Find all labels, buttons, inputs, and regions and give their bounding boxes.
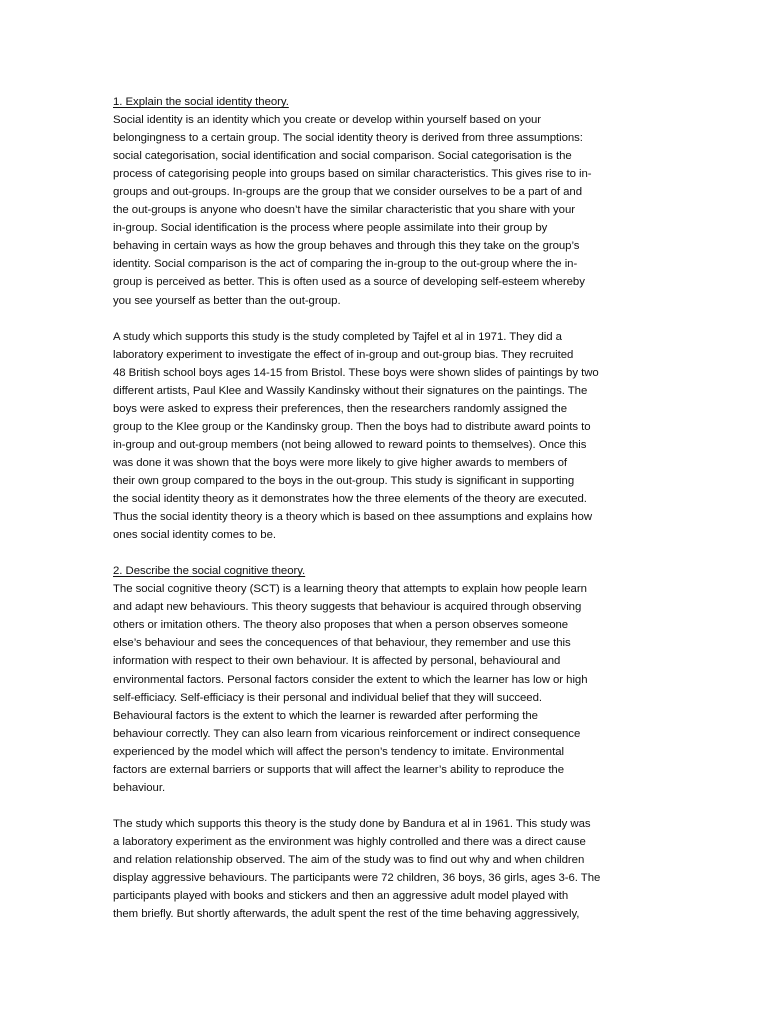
text-line: behaviour. — [113, 781, 166, 794]
document-page — [113, 93, 661, 923]
text-line: and adapt new behaviours. This theory suggests that behaviour is acquired through observing — [113, 601, 582, 614]
paragraph-gap — [113, 310, 661, 328]
section-heading: 2. Describe the social cognitive theory. — [113, 565, 306, 578]
text-line: experienced by the model which will affect the person’s tendency to imitate. Environmental — [113, 745, 564, 758]
text-line: participants played with books and stickers and then an aggressive adult model played with — [113, 890, 569, 903]
text-line: was done it was shown that the boys were more likely to give higher awards to members of — [113, 456, 567, 469]
text-line: the social identity theory as it demonstrates how the three elements of the theory are executed. — [113, 493, 587, 506]
text-line: The social cognitive theory (SCT) is a learning theory that attempts to explain how people learn — [113, 583, 587, 596]
text-line: process of categorising people into groups based on similar characteristics. This gives rise to in- — [113, 168, 592, 181]
section-gap — [113, 544, 661, 562]
text-line: and relation relationship observed. The aim of the study was to find out why and when children — [113, 853, 585, 866]
paragraph — [113, 815, 661, 923]
text-line: different artists, Paul Klee and Wassily Kandinsky without their signatures on the paintings. The — [113, 384, 588, 397]
section-heading: 1. Explain the social identity theory. — [113, 96, 289, 108]
text-line: their own group compared to the boys in the out-group. This study is significant in supporting — [113, 474, 575, 487]
text-line: information with respect to their own behaviour. It is affected by personal, behavioural and — [113, 655, 561, 668]
text-line: Thus the social identity theory is a theory which is based on thee assumptions and explains how — [113, 511, 592, 524]
text-line: group to the Klee group or the Kandinsky group. Then the boys had to distribute award points to — [113, 420, 591, 433]
text-line: display aggressive behaviours. The participants were 72 children, 36 boys, 36 girls, ages 3-6. The — [113, 872, 601, 885]
text-line: factors are external barriers or supports that will affect the learner’s ability to reproduce the — [113, 763, 565, 776]
section-social-cognitive — [113, 562, 661, 923]
text-line: behaviour correctly. They can also learn from vicarious reinforcement or indirect consequence — [113, 727, 581, 740]
text-line: identity. Social comparison is the act of comparing the in-group to the out-group where the in- — [113, 258, 578, 271]
text-line: ones social identity comes to be. — [113, 529, 276, 542]
text-line: Social identity is an identity which you create or develop within yourself based on your — [113, 114, 542, 127]
text-line: environmental factors. Personal factors consider the extent to which the learner has low or high — [113, 673, 588, 686]
text-line: a laboratory experiment as the environment was highly controlled and there was a direct cause — [113, 835, 586, 848]
text-line: social categorisation, social identification and social comparison. Social categorisation is the — [113, 150, 572, 163]
text-line: boys were asked to express their preferences, then the researchers randomly assigned the — [113, 402, 568, 415]
text-line: group is perceived as better. This is often used as a source of developing self-esteem whereby — [113, 276, 585, 289]
text-line: others or imitation others. The theory also proposes that when a person observes someone — [113, 619, 569, 632]
text-line: self-efficiacy. Self-efficiacy is their personal and individual belief that they will succeed. — [113, 691, 542, 704]
text-line: them briefly. But shortly afterwards, the adult spent the rest of the time behaving aggressively, — [113, 908, 580, 921]
text-line: you see yourself as better than the out-group. — [113, 294, 341, 307]
text-line: groups and out-groups. In-groups are the group that we consider ourselves to be a part of and — [113, 186, 582, 199]
paragraph — [113, 580, 661, 797]
text-line: belongingness to a certain group. The social identity theory is derived from three assumptions: — [113, 132, 583, 145]
text-line: laboratory experiment to investigate the effect of in-group and out-group bias. They recruited — [113, 348, 574, 361]
text-line: The study which supports this theory is the study done by Bandura et al in 1961. This study was — [113, 817, 591, 830]
text-line: the out-groups is anyone who doesn’t have the similar characteristic that you share with your — [113, 204, 575, 217]
text-line: A study which supports this study is the study completed by Tajfel et al in 1971. They did a — [113, 330, 562, 343]
text-line: in-group. Social identification is the process where people assimilate into their group by — [113, 222, 548, 235]
section-social-identity — [113, 93, 661, 544]
text-line: else’s behaviour and sees the concequences of that behaviour, they remember and use this — [113, 637, 571, 650]
paragraph-gap — [113, 797, 661, 815]
text-line: behaving in certain ways as how the group behaves and through this they take on the group’s — [113, 240, 580, 253]
paragraph — [113, 111, 661, 310]
text-line: Behavioural factors is the extent to which the learner is rewarded after performing the — [113, 709, 538, 722]
paragraph — [113, 328, 661, 545]
text-line: in-group and out-group members (not being allowed to reward points to themselves). Once this — [113, 438, 587, 451]
text-line: 48 British school boys ages 14-15 from Bristol. These boys were shown slides of paintings by two — [113, 366, 599, 379]
